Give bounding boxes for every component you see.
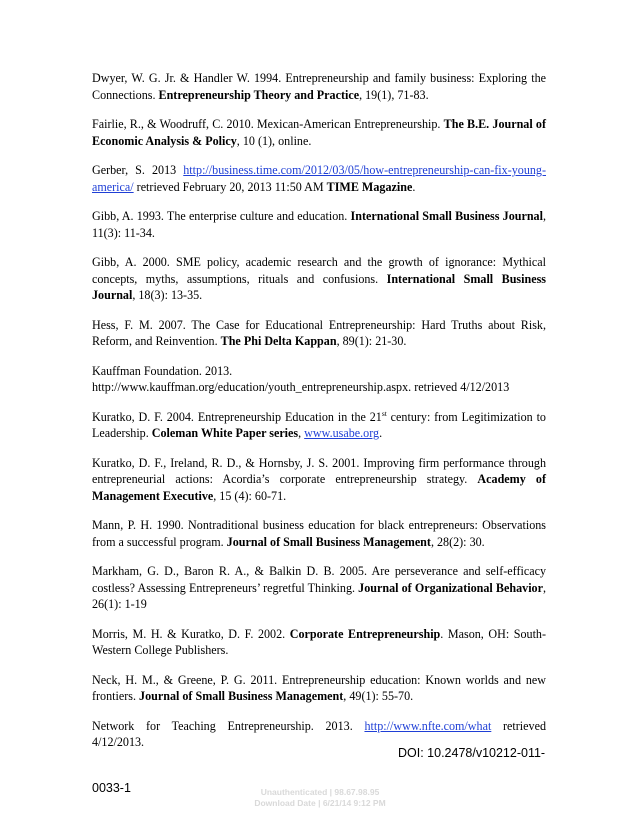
reference-text: Morris, M. H. & Kuratko, D. F. 2002. xyxy=(92,626,290,641)
reference-link[interactable]: www.usabe.org xyxy=(304,426,380,440)
reference-source-title: Journal of Organizational Behavior xyxy=(358,580,543,595)
reference-text: , 26(1): 1-19 xyxy=(92,580,546,611)
reference-source-title: Coleman White Paper series xyxy=(151,426,299,440)
reference-entry xyxy=(92,317,546,350)
reference-text: Gibb, A. 1993. The enterprise culture and education. xyxy=(92,209,351,223)
reference-text: retrieved February 20, 2013 11:50 AM xyxy=(133,179,327,194)
reference-source-title: The B.E. Journal of Economic Analysis & Policy xyxy=(92,117,546,148)
reference-entry xyxy=(92,208,546,241)
reference-text: , 11(3): 11-34. xyxy=(92,209,546,240)
doi-line-1: DOI: 10.2478/v10212-011- xyxy=(398,746,546,760)
reference-text: , 10 (1), online. xyxy=(236,133,312,148)
reference-source-title: The Phi Delta Kappan xyxy=(220,334,337,348)
reference-text: . xyxy=(379,426,383,440)
reference-text: Mann, P. H. 1990. Nontraditional business education for black entrepreneurs: Observations from a successful program. xyxy=(92,518,546,549)
reference-text: , 18(3): 13-35. xyxy=(132,288,203,302)
reference-source-title: Entrepreneurship Theory and Practice xyxy=(158,87,360,102)
reference-entry xyxy=(92,672,546,705)
reference-entry xyxy=(92,363,546,396)
reference-text: Kauffman Foundation. 2013. xyxy=(92,363,233,378)
reference-entry xyxy=(92,162,546,195)
reference-source-title: International Small Business Journal xyxy=(92,271,546,302)
watermark-line-2: Download Date | 6/21/14 9:12 PM xyxy=(254,798,386,808)
reference-text: Kuratko, D. F., Ireland, R. D., & Hornsby, J. S. 2001. Improving firm performance through entrepreneurial actions: Acordia’s corporate entrepreneurship strategy. xyxy=(92,455,546,486)
reference-text: , xyxy=(298,426,305,440)
superscript-text: st xyxy=(381,408,387,418)
reference-entry xyxy=(92,563,546,613)
reference-text: Gerber, S. 2013 xyxy=(92,163,184,177)
reference-text: , 19(1), 71-83. xyxy=(359,87,429,102)
reference-entry xyxy=(92,626,546,659)
reference-text: Hess, F. M. 2007. The Case for Educational Entrepreneurship: Hard Truths about Risk, Reform, and Reinvention. xyxy=(92,317,546,348)
reference-text: Markham, G. D., Baron R. A., & Balkin D. B. 2005. Are perseverance and self-efficacy costless? Assessing Entrepreneurs’ regretful Thinking. xyxy=(92,564,546,595)
reference-source-title: Corporate Entrepreneurship xyxy=(289,626,441,641)
reference-entry xyxy=(92,517,546,550)
reference-text: retrieved 4/12/2013. xyxy=(92,718,547,749)
reference-entry xyxy=(92,254,546,304)
reference-entry xyxy=(92,455,546,505)
reference-source-title: TIME Magazine xyxy=(326,179,413,194)
reference-source-title: Academy of Management Executive xyxy=(92,472,546,503)
reference-text: Gibb, A. 2000. SME policy, academic research and the growth of ignorance: Mythical concepts, myths, assumptions, rituals and confusions. xyxy=(92,255,546,286)
doi-line-2: 0033-1 xyxy=(92,781,131,795)
reference-text: Network for Teaching Entrepreneurship. 2013. xyxy=(92,718,365,733)
reference-text: , 28(2): 30. xyxy=(430,534,485,549)
reference-source-title: International Small Business Journal xyxy=(350,209,543,223)
reference-text: Neck, H. M., & Greene, P. G. 2011. Entrepreneurship education: Known worlds and new frontiers. xyxy=(92,672,546,703)
reference-text: , 89(1): 21-30. xyxy=(336,334,407,348)
reference-text: Fairlie, R., & Woodruff, C. 2010. Mexican-American Entrepreneurship. xyxy=(92,117,444,131)
reference-entry xyxy=(92,70,546,103)
reference-source-title: Journal of Small Business Management xyxy=(226,534,431,549)
reference-source-title: Journal of Small Business Management xyxy=(139,689,344,703)
reference-text: Kuratko, D. F. 2004. Entrepreneurship Education in the 21 xyxy=(92,409,382,424)
reference-link[interactable]: http://business.time.com/2012/03/05/how-entrepreneurship-can-fix-young-america/ xyxy=(92,163,546,194)
reference-text: , 49(1): 55-70. xyxy=(343,689,414,703)
reference-text: . Mason, OH: South-Western College Publishers. xyxy=(92,626,547,657)
reference-text: Dwyer, W. G. Jr. & Handler W. 1994. Entrepreneurship and family business: Exploring the Connections. xyxy=(92,71,546,102)
reference-entry xyxy=(92,409,546,442)
reference-text: http://www.kauffman.org/education/youth_entrepreneurship.aspx. retrieved 4/12/2013 xyxy=(92,380,510,394)
reference-list xyxy=(92,70,546,764)
reference-entry xyxy=(92,116,546,149)
reference-text: . xyxy=(412,179,416,194)
reference-text: century: from Legitimization to Leadership. xyxy=(92,409,546,440)
watermark-line-1: Unauthenticated | 98.67.98.95 xyxy=(260,787,380,797)
reference-text: , 15 (4): 60-71. xyxy=(213,488,287,503)
reference-link[interactable]: http://www.nfte.com/what xyxy=(364,718,492,733)
